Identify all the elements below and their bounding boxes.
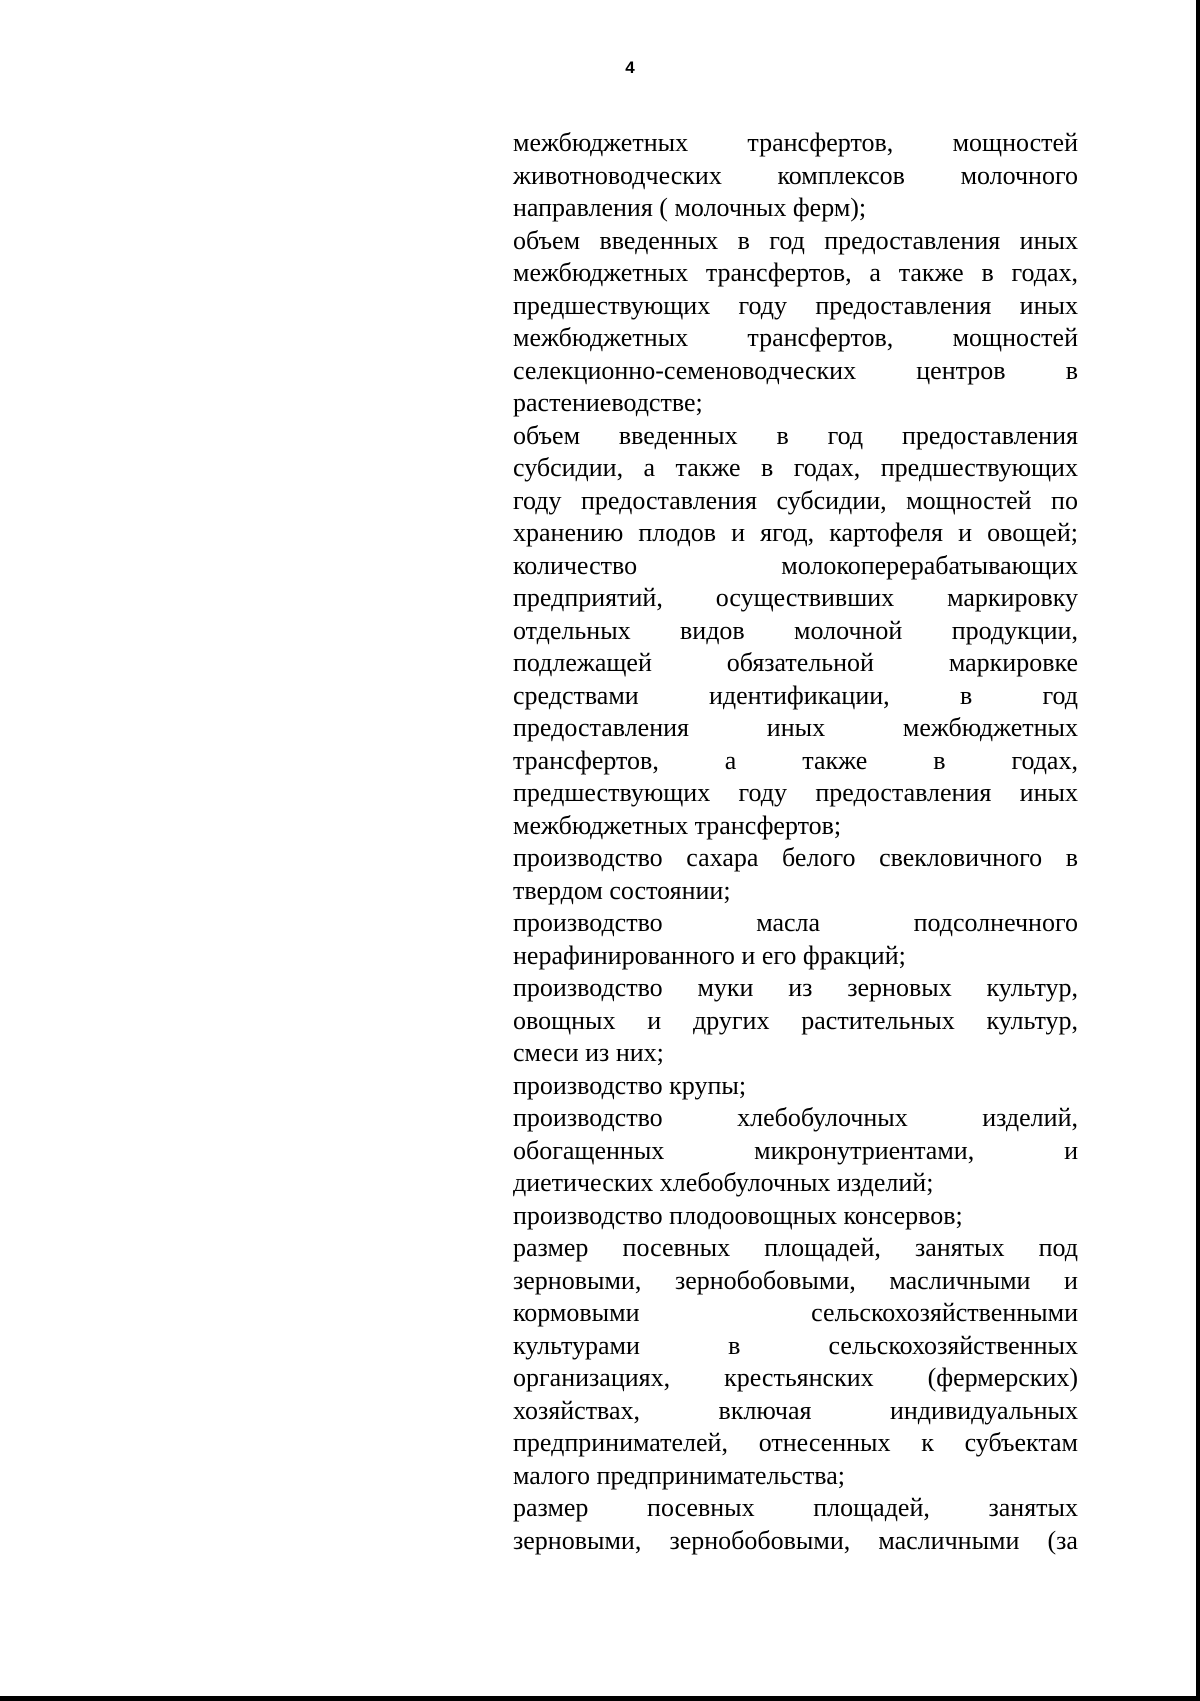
text-line: нерафинированного и его фракций;	[513, 940, 906, 970]
text-word: хранению	[513, 518, 624, 547]
text-word: обогащенных	[513, 1135, 665, 1165]
text-word: годах,	[1011, 258, 1078, 287]
text-word: под	[1038, 1233, 1078, 1262]
text-word: молочного	[960, 160, 1078, 190]
body-text	[513, 127, 1078, 1557]
text-line	[513, 615, 1078, 648]
page-border-bottom	[0, 1696, 1200, 1701]
text-word: изделий,	[982, 1103, 1078, 1132]
text-word: включая	[718, 1395, 812, 1425]
text-word: белого	[782, 843, 856, 872]
text-word: центров	[916, 355, 1006, 385]
text-word: посевных	[647, 1493, 755, 1522]
text-word: предпринимателей,	[513, 1428, 728, 1457]
text-line	[513, 160, 1078, 193]
text-word: крестьянских	[724, 1363, 874, 1392]
text-word: введенных	[599, 225, 719, 255]
text-word: зерновыми,	[513, 1265, 642, 1295]
text-word: свекловичного	[879, 843, 1043, 872]
text-line	[513, 290, 1078, 323]
text-word: год	[827, 420, 864, 450]
text-line	[513, 127, 1078, 160]
text-word: зернобобовыми,	[669, 1525, 851, 1555]
text-word: предоставления	[824, 225, 1001, 255]
text-word: год	[769, 225, 805, 255]
text-word: году	[738, 778, 788, 807]
text-word: иных	[1019, 225, 1078, 255]
text-word: и	[1064, 1265, 1078, 1295]
text-word: в	[981, 258, 994, 287]
text-word: предприятий,	[513, 583, 663, 612]
text-word: году	[513, 485, 562, 515]
text-word: а	[724, 745, 737, 775]
text-word: трансфертов,	[705, 258, 852, 287]
text-line	[513, 680, 1078, 713]
text-line: направления ( молочных ферм);	[513, 193, 867, 222]
text-word: овощных	[513, 1005, 616, 1035]
text-word: масличными	[878, 1525, 1020, 1555]
text-line	[513, 1525, 1078, 1558]
text-word: в	[737, 225, 750, 255]
text-word: других	[693, 1005, 770, 1035]
text-word: отнесенных	[758, 1428, 891, 1457]
text-line	[513, 907, 1078, 940]
text-word: также	[675, 453, 741, 482]
text-line	[513, 1265, 1078, 1298]
text-word: в	[761, 453, 774, 482]
text-line	[513, 1362, 1078, 1395]
text-word: предоставления	[815, 778, 992, 807]
text-word: межбюджетных	[513, 128, 689, 157]
text-word: году	[738, 290, 788, 320]
text-line	[513, 517, 1078, 550]
text-word: предшествующих	[513, 778, 711, 807]
text-line: производство крупы;	[513, 1070, 747, 1100]
text-word: в	[728, 1330, 741, 1360]
text-line: растениеводстве;	[513, 388, 703, 417]
text-word: и	[958, 518, 973, 547]
text-word: обязательной	[726, 648, 874, 677]
text-word: индивидуальных	[889, 1395, 1078, 1425]
text-word: подлежащей	[513, 648, 652, 677]
text-line: межбюджетных трансфертов;	[513, 810, 842, 840]
text-word: размер	[513, 1233, 589, 1262]
text-line	[513, 1232, 1078, 1265]
text-word: кормовыми	[513, 1298, 640, 1327]
text-line	[513, 1395, 1078, 1428]
text-word: год	[1042, 680, 1078, 710]
text-word: животноводческих	[513, 160, 722, 190]
text-word: и	[1064, 1135, 1078, 1165]
text-word: к	[921, 1428, 934, 1457]
text-word: подсолнечного	[913, 908, 1078, 937]
text-word: объем	[513, 225, 581, 255]
text-line	[513, 550, 1078, 583]
text-line	[513, 745, 1078, 778]
text-word: трансфертов,	[747, 128, 894, 157]
text-word: мощностей	[906, 485, 1032, 515]
text-word: (за	[1047, 1525, 1078, 1555]
text-word: сахара	[686, 843, 759, 872]
text-word: маркировку	[947, 583, 1078, 612]
text-word: в	[959, 680, 973, 710]
text-word: и	[731, 518, 746, 547]
text-word: в	[1065, 843, 1078, 872]
text-line	[513, 225, 1078, 258]
text-word: видов	[680, 615, 745, 645]
text-line	[513, 1427, 1078, 1460]
text-word: организациях,	[513, 1363, 671, 1392]
text-line	[513, 452, 1078, 485]
text-word: микронутриентами,	[754, 1135, 975, 1165]
text-word: хозяйствах,	[513, 1395, 641, 1425]
text-word: селекционно-семеноводческих	[513, 355, 857, 385]
text-line	[513, 485, 1078, 518]
text-word: иных	[1019, 778, 1078, 807]
text-word: производство	[513, 1103, 663, 1132]
text-word: межбюджетных	[513, 258, 689, 287]
text-word: годах,	[1011, 745, 1078, 775]
text-word: комплексов	[777, 160, 905, 190]
text-word: картофеля	[829, 518, 944, 547]
text-word: предшествующих	[880, 453, 1078, 482]
text-word: сельскохозяйственными	[811, 1298, 1078, 1327]
text-word: культурами	[513, 1330, 640, 1360]
text-word: размер	[513, 1493, 589, 1522]
text-word: масличными	[889, 1265, 1031, 1295]
text-word: предоставления	[513, 713, 689, 742]
text-word: молочной	[794, 615, 903, 645]
text-word: отдельных	[513, 615, 631, 645]
text-line	[513, 420, 1078, 453]
text-word: маркировке	[948, 648, 1078, 677]
text-word: производство	[513, 843, 663, 872]
text-word: ягод,	[760, 518, 815, 547]
text-word: субсидии,	[776, 485, 887, 515]
text-word: межбюджетных	[513, 323, 689, 352]
text-word: производство	[513, 973, 663, 1002]
text-word: также	[898, 258, 964, 287]
text-word: муки	[697, 973, 754, 1002]
text-word: в	[776, 420, 789, 450]
text-line	[513, 647, 1078, 680]
text-line	[513, 1102, 1078, 1135]
text-word: продукции,	[951, 615, 1078, 645]
text-line	[513, 582, 1078, 615]
text-line	[513, 1297, 1078, 1330]
text-word: объем	[513, 420, 581, 450]
text-word: культур,	[986, 1005, 1078, 1035]
text-word: хлебобулочных	[737, 1103, 908, 1132]
text-line: твердом состоянии;	[513, 875, 731, 905]
text-word: плодов	[638, 518, 717, 547]
text-word: из	[788, 973, 813, 1002]
page-border-right	[1196, 0, 1200, 1701]
text-word: сельскохозяйственных	[828, 1330, 1078, 1360]
text-word: занятых	[988, 1493, 1078, 1522]
text-line: диетических хлебобулочных изделий;	[513, 1168, 934, 1197]
text-word: предоставления	[815, 290, 992, 320]
text-line	[513, 777, 1078, 810]
text-line: производство плодоовощных консервов;	[513, 1200, 963, 1230]
text-word: трансфертов,	[513, 745, 659, 775]
text-word: зерновыми,	[513, 1525, 642, 1555]
text-word: по	[1051, 485, 1078, 515]
text-word: молокоперерабатывающих	[781, 550, 1078, 580]
text-word: субъектам	[964, 1428, 1078, 1457]
text-word: и	[647, 1005, 662, 1035]
text-word: зернобобовыми,	[674, 1265, 856, 1295]
text-word: также	[802, 745, 868, 775]
text-word: масла	[756, 908, 821, 937]
text-word: растительных	[801, 1005, 955, 1035]
text-word: занятых	[914, 1233, 1005, 1262]
text-word: иных	[1019, 290, 1078, 320]
text-word: введенных	[618, 420, 738, 450]
text-word: трансфертов,	[747, 323, 894, 352]
text-word: в	[1065, 355, 1078, 385]
text-word: (фермерских)	[927, 1363, 1078, 1392]
text-word: идентификации,	[709, 680, 890, 710]
text-word: количество	[513, 550, 638, 580]
text-word: осуществивших	[715, 583, 895, 612]
text-line	[513, 257, 1078, 290]
text-word: производство	[513, 908, 663, 937]
text-word: межбюджетных	[902, 713, 1078, 742]
text-word: овощей;	[987, 518, 1078, 547]
text-word: средствами	[513, 680, 639, 710]
text-word: в	[933, 745, 946, 775]
text-word: зерновых	[847, 973, 952, 1002]
text-word: посевных	[622, 1233, 731, 1262]
text-line	[513, 1005, 1078, 1038]
page-number: 4	[625, 58, 635, 77]
text-line	[513, 1330, 1078, 1363]
text-word: мощностей	[952, 323, 1078, 352]
text-line	[513, 842, 1078, 875]
text-line	[513, 1492, 1078, 1525]
text-word: культур,	[986, 973, 1078, 1002]
text-word: площадей,	[813, 1493, 930, 1522]
text-word: предоставления	[581, 485, 757, 515]
text-line	[513, 712, 1078, 745]
text-word: мощностей	[952, 128, 1078, 157]
text-line	[513, 1135, 1078, 1168]
text-word: предоставления	[901, 420, 1078, 450]
text-line: смеси из них;	[513, 1038, 664, 1067]
text-word: а	[643, 453, 656, 482]
text-word: субсидии,	[513, 453, 624, 482]
text-line	[513, 322, 1078, 355]
text-word: годах,	[793, 453, 861, 482]
text-line	[513, 972, 1078, 1005]
text-word: иных	[766, 713, 826, 742]
text-word: предшествующих	[513, 290, 711, 320]
text-word: площадей,	[764, 1233, 881, 1262]
text-word: а	[869, 258, 881, 287]
text-line	[513, 355, 1078, 388]
text-line: малого предпринимательства;	[513, 1460, 846, 1490]
